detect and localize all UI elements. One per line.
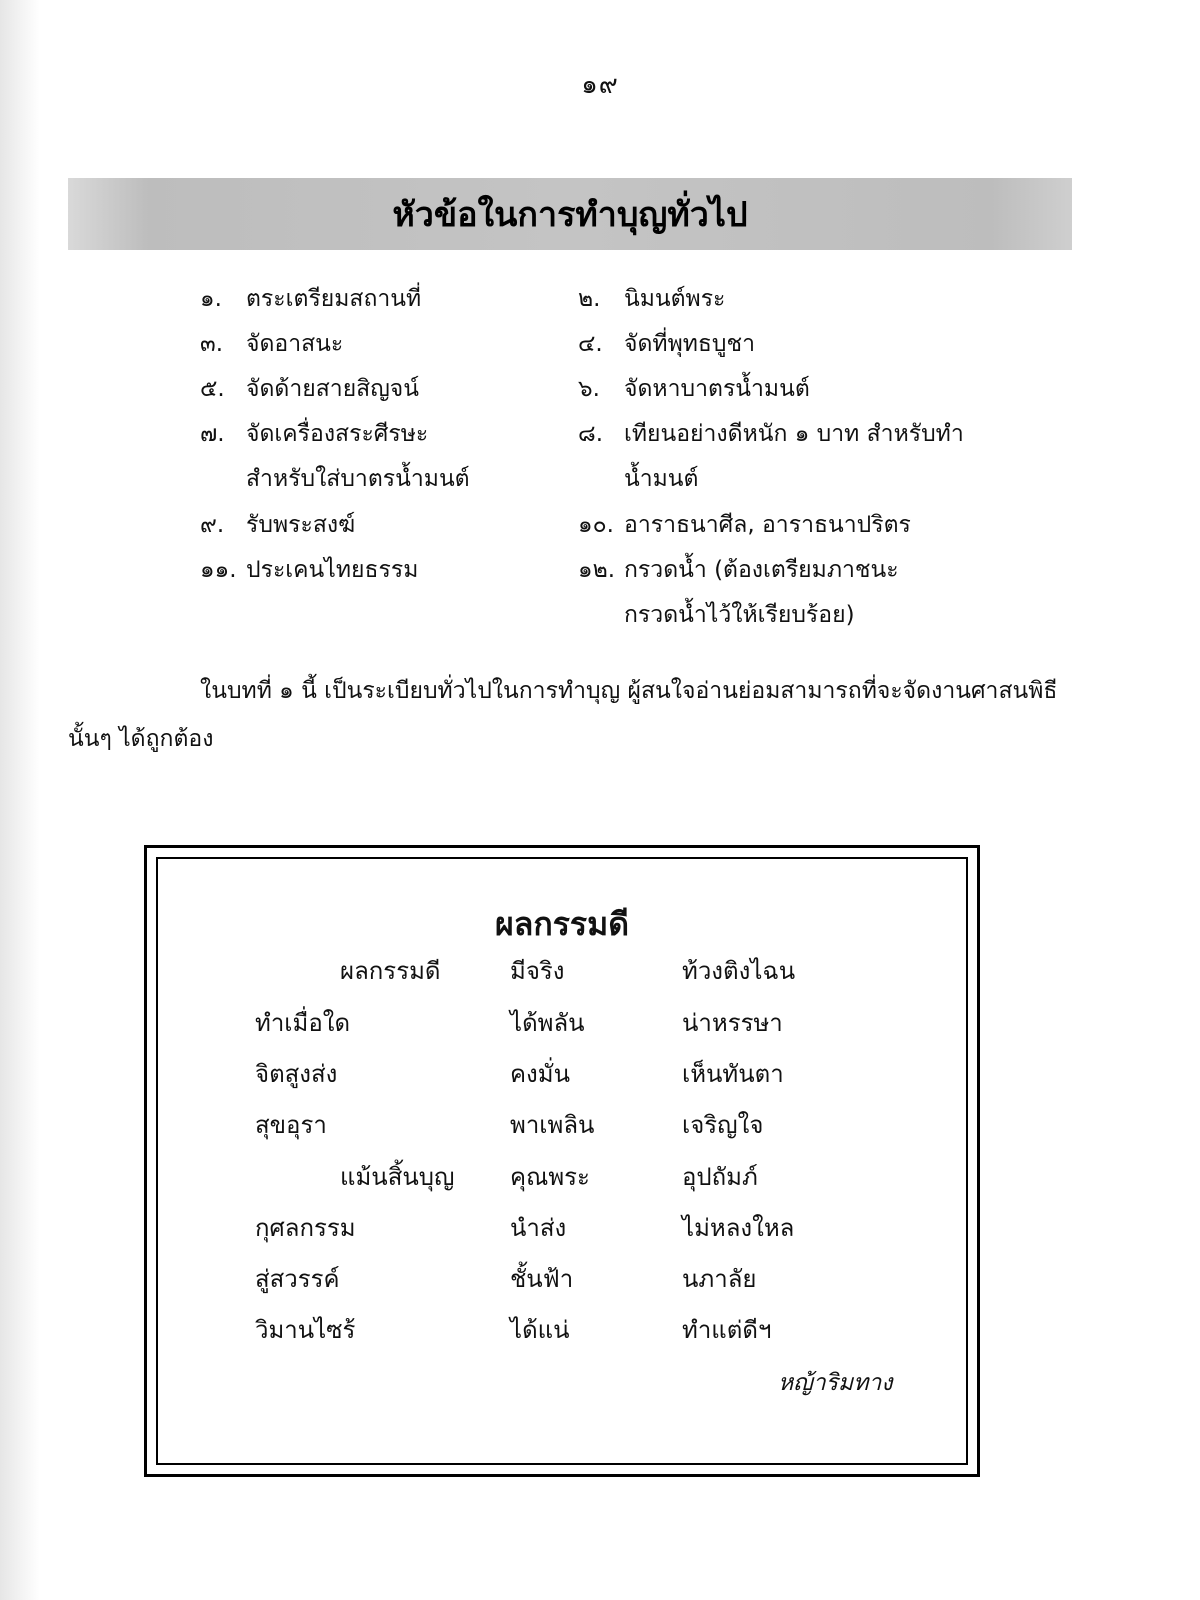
- poem-phrase: เจริญใจ: [682, 1111, 764, 1139]
- poem-phrase: มีจริง: [510, 957, 565, 985]
- item-text: รับพระสงฆ์: [246, 512, 356, 538]
- poem-box: [144, 845, 980, 1477]
- item-number: ๔.: [578, 331, 603, 357]
- list-item: [200, 547, 418, 593]
- poem-phrase: วิมานไซร้: [255, 1316, 356, 1344]
- item-number: ๑๑.: [200, 557, 237, 583]
- list-item: [578, 547, 899, 593]
- list-item-continuation: [624, 456, 698, 502]
- list-item: [578, 502, 911, 548]
- list-item: [578, 276, 725, 322]
- poem-phrase: อุปถัมภ์: [682, 1163, 758, 1191]
- poem-phrase: ผลกรรมดี: [340, 957, 441, 985]
- list-item: [200, 411, 428, 457]
- item-text: น้ำมนต์: [624, 466, 699, 492]
- page-number: ๑๙: [581, 70, 619, 100]
- item-text: จัดเครื่องสระศีรษะ: [246, 421, 429, 447]
- poem-phrase: ไม่หลงใหล: [682, 1214, 795, 1242]
- list-item-continuation: [246, 456, 470, 502]
- list-item: [200, 502, 355, 548]
- poem-phrase: ทำแต่ดีฯ: [682, 1316, 772, 1344]
- poem-phrase: พาเพลิน: [510, 1111, 595, 1139]
- item-number: ๙.: [200, 512, 225, 538]
- item-text: จัดด้ายสายสิญจน์: [246, 376, 420, 402]
- item-text: สำหรับใส่บาตรน้ำมนต์: [246, 466, 470, 492]
- item-number: ๓.: [200, 331, 224, 357]
- poem-title: ผลกรรมดี: [495, 905, 629, 943]
- poem-phrase: ได้พลัน: [510, 1009, 585, 1037]
- item-number: ๘.: [578, 421, 604, 447]
- poem-phrase: น่าหรรษา: [682, 1009, 783, 1037]
- poem-phrase: ชั้นฟ้า: [510, 1265, 574, 1293]
- item-number: ๗.: [200, 421, 225, 447]
- item-text: กรวดน้ำ (ต้องเตรียมภาชนะ: [624, 557, 899, 583]
- poem-phrase: กุศลกรรม: [255, 1214, 356, 1242]
- poem-author: หญ้าริมทาง: [778, 1370, 893, 1396]
- item-text: ประเคนไทยธรรม: [246, 557, 419, 583]
- item-text: อาราธนาศีล, อาราธนาปริตร: [624, 512, 911, 538]
- list-item: [578, 366, 810, 412]
- item-text: จัดอาสนะ: [246, 331, 344, 357]
- poem-phrase: ท้วงติงไฉน: [682, 957, 796, 985]
- poem-phrase: ทำเมื่อใด: [255, 1009, 351, 1037]
- item-number: ๑.: [200, 286, 222, 312]
- list-item: [578, 321, 755, 367]
- poem-phrase: จิตสูงส่ง: [255, 1060, 338, 1088]
- poem-inner-border: [156, 857, 968, 1465]
- item-text: ตระเตรียมสถานที่: [246, 286, 422, 312]
- list-item: [200, 321, 343, 367]
- list-item: [200, 276, 421, 322]
- poem-phrase: เห็นทันตา: [682, 1060, 784, 1088]
- item-text: จัดที่พุทธบูชา: [624, 331, 756, 357]
- poem-phrase: นภาลัย: [682, 1265, 757, 1293]
- item-number: ๒.: [578, 286, 601, 312]
- list-item: [578, 411, 964, 457]
- item-text: จัดหาบาตรน้ำมนต์: [624, 376, 810, 402]
- list-item: [200, 366, 419, 412]
- title-banner: [68, 178, 1072, 250]
- item-text: กรวดน้ำไว้ให้เรียบร้อย): [624, 602, 855, 628]
- item-number: ๑๒.: [578, 557, 616, 583]
- item-number: ๑๐.: [578, 512, 614, 538]
- poem-phrase: สู่สวรรค์: [255, 1265, 340, 1293]
- poem-phrase: คุณพระ: [510, 1163, 590, 1191]
- item-text: เทียนอย่างดีหนัก ๑ บาท สำหรับทำ: [624, 421, 964, 447]
- poem-phrase: สุขอุรา: [255, 1111, 327, 1139]
- item-number: ๕.: [200, 376, 225, 402]
- poem-phrase: คงมั่น: [510, 1060, 570, 1088]
- item-number: ๖.: [578, 376, 600, 402]
- poem-phrase: แม้นสิ้นบุญ: [340, 1163, 455, 1191]
- poem-phrase: ได้แน่: [510, 1316, 570, 1344]
- poem-phrase: นำส่ง: [510, 1214, 567, 1242]
- page-title: หัวข้อในการทำบุญทั่วไป: [392, 195, 748, 235]
- item-text: นิมนต์พระ: [624, 286, 726, 312]
- page-edge-shadow: [0, 0, 40, 1600]
- intro-paragraph: ในบทที่ ๑ นี้ เป็นระเบียบทั่วไปในการทำบุญ ผู้สนใจอ่านย่อมสามารถที่จะจัดงานศาสนพิธีนั้นๆ ได้ถูกต้อง: [68, 678, 1058, 752]
- list-item-continuation: [624, 592, 855, 638]
